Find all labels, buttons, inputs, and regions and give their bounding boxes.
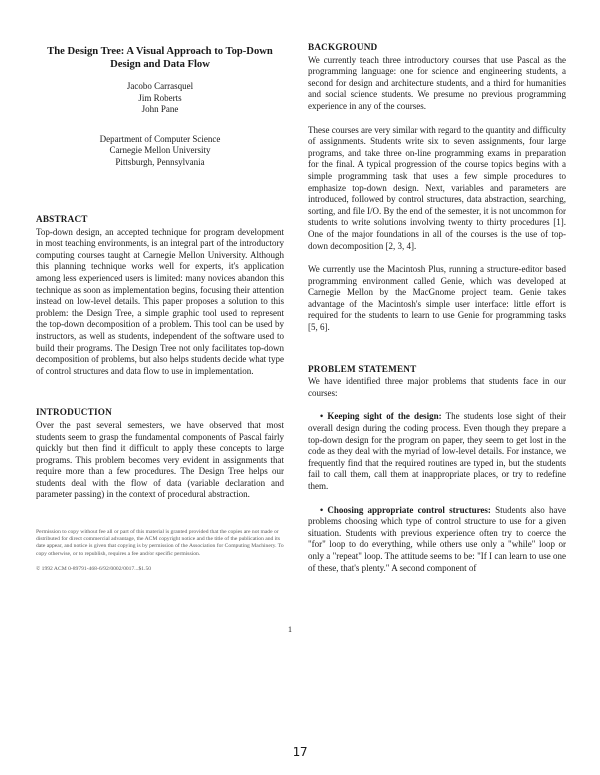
affiliation-line: Department of Computer Science	[99, 133, 221, 144]
right-column	[308, 42, 566, 586]
background-heading: BACKGROUND	[308, 42, 378, 52]
paper-title: The Design Tree: A Visual Approach to Top-Down Design and Data Flow	[47, 46, 273, 70]
background-paragraph: We currently use the Macintosh Plus, running a structure-editor based programming environment called Genie, which was developed at Carnegie Mellon by the MacGnome project team. Genie takes advantage of the Macintosh's simple user interface: little effort is required for the students to learn to use Genie for programming tasks [5, 6].	[308, 264, 566, 333]
affiliation	[36, 134, 284, 169]
abstract-text: Top-down design, an accepted technique for program development in most teaching environments, is an integral part of the introductory computing courses taught at Carnegie Mellon University. Although this planning technique works well for experts, it's application among less experienced users is limited: many novices abandon this technique as soon as implementation begins, focusing their attention instead on low-level details. This paper proposes a solution to this problem: the Design Tree, a simple graphic tool used to represent the top-down decomposition of a problem. This tool can be used by instructors, as well as students, independent of the software used to build their programs. The Design Tree not only facilitates top-down decomposition of problems, but also helps students decide what type of control structures and data flow to use in implementation.	[36, 226, 284, 376]
background-paragraph: We currently teach three introductory courses that use Pascal as the programming language: one for science and engineering students, a second for design and architecture students, and a third for humanities and social science students. We presume no previous programming experience in any of the courses.	[308, 54, 566, 111]
introduction-text: Over the past several semesters, we have observed that most students seem to grasp the fundamental components of Pascal fairly quickly but then find it difficult to apply these concepts to large programs. This problem becomes very evident in assignments that require more than a few procedures. The Design Tree helps our students deal with the flow of data (variable declaration and parameter passing) in the context of procedural abstraction.	[36, 419, 284, 500]
abstract-heading: ABSTRACT	[36, 214, 88, 224]
page-number: 17	[292, 744, 308, 759]
bullet-text: Students also have problems choosing which type of control structure to use for a given situation. Students with previous experience often try to coerce the "for" loop to do everything, while others use only a "while" loop or only a "repeat" loop. The attitude seems to be: "If I can learn to use one of these, that's plenty." A second component of	[308, 504, 566, 573]
author-list	[36, 81, 284, 116]
left-column	[36, 42, 284, 573]
background-paragraph: These courses are very similar with regard to the quantity and difficulty of assignments. Students write six to seven assignments, four large programs, and take three on-line programming exams in preparation for the final. A typical progression of the course topics begins with a simple programming task that uses a few simple procedures to emphasize top-down design. Next, variables and parameters are introduced, followed by control structures, data abstraction, searching, sorting, and file I/O. By the end of the semester, it is not uncommon for students to write solutions involving twenty to thirty procedures [1]. One of the major foundations in all of the courses is the use of top-down decomposition [2, 3, 4].	[308, 124, 567, 251]
bullet-text: The students lose sight of their overall design during the coding process. Even though they prepare a top-down design for the program on paper, they seem to get lost in the code as they deal with the myriad of low-level details. For instance, we frequently find that the required routines are typed in, but the students fail to call them, call them at inappropriate places, or try to redefine them.	[308, 411, 566, 491]
problem-intro: We have identified three major problems that students face in our courses:	[308, 376, 566, 398]
author-name: John Pane	[141, 104, 179, 114]
problem-heading: PROBLEM STATEMENT	[308, 363, 417, 374]
affiliation-line: Carnegie Mellon University	[109, 145, 211, 155]
problem-bullet	[308, 505, 566, 575]
bullet-title: • Keeping sight of the design:	[320, 411, 442, 422]
copyright-line: © 1992 ACM 0-89791-468-6/92/0002/0017...$1.50	[36, 565, 152, 572]
bullet-title: • Choosing appropriate control structures:	[320, 504, 491, 515]
introduction-heading: INTRODUCTION	[36, 407, 112, 418]
permission-notice: Permission to copy without fee all or part of this material is granted provided that the copies are not made or distributed for direct commercial advantage, the ACM copyright notice and the title of the publication and its date appear, and notice is given that copying is by permission of the Association for Computing Machinery. To copy otherwise, or to republish, requires a fee and/or specific permission.	[36, 529, 284, 557]
affiliation-line: Pittsburgh, Pennsylvania	[115, 156, 205, 167]
problem-bullet	[308, 411, 566, 492]
author-name: Jim Roberts	[138, 92, 182, 103]
page-number-small: 1	[288, 625, 292, 634]
author-name: Jacobo Carrasquel	[126, 81, 194, 91]
